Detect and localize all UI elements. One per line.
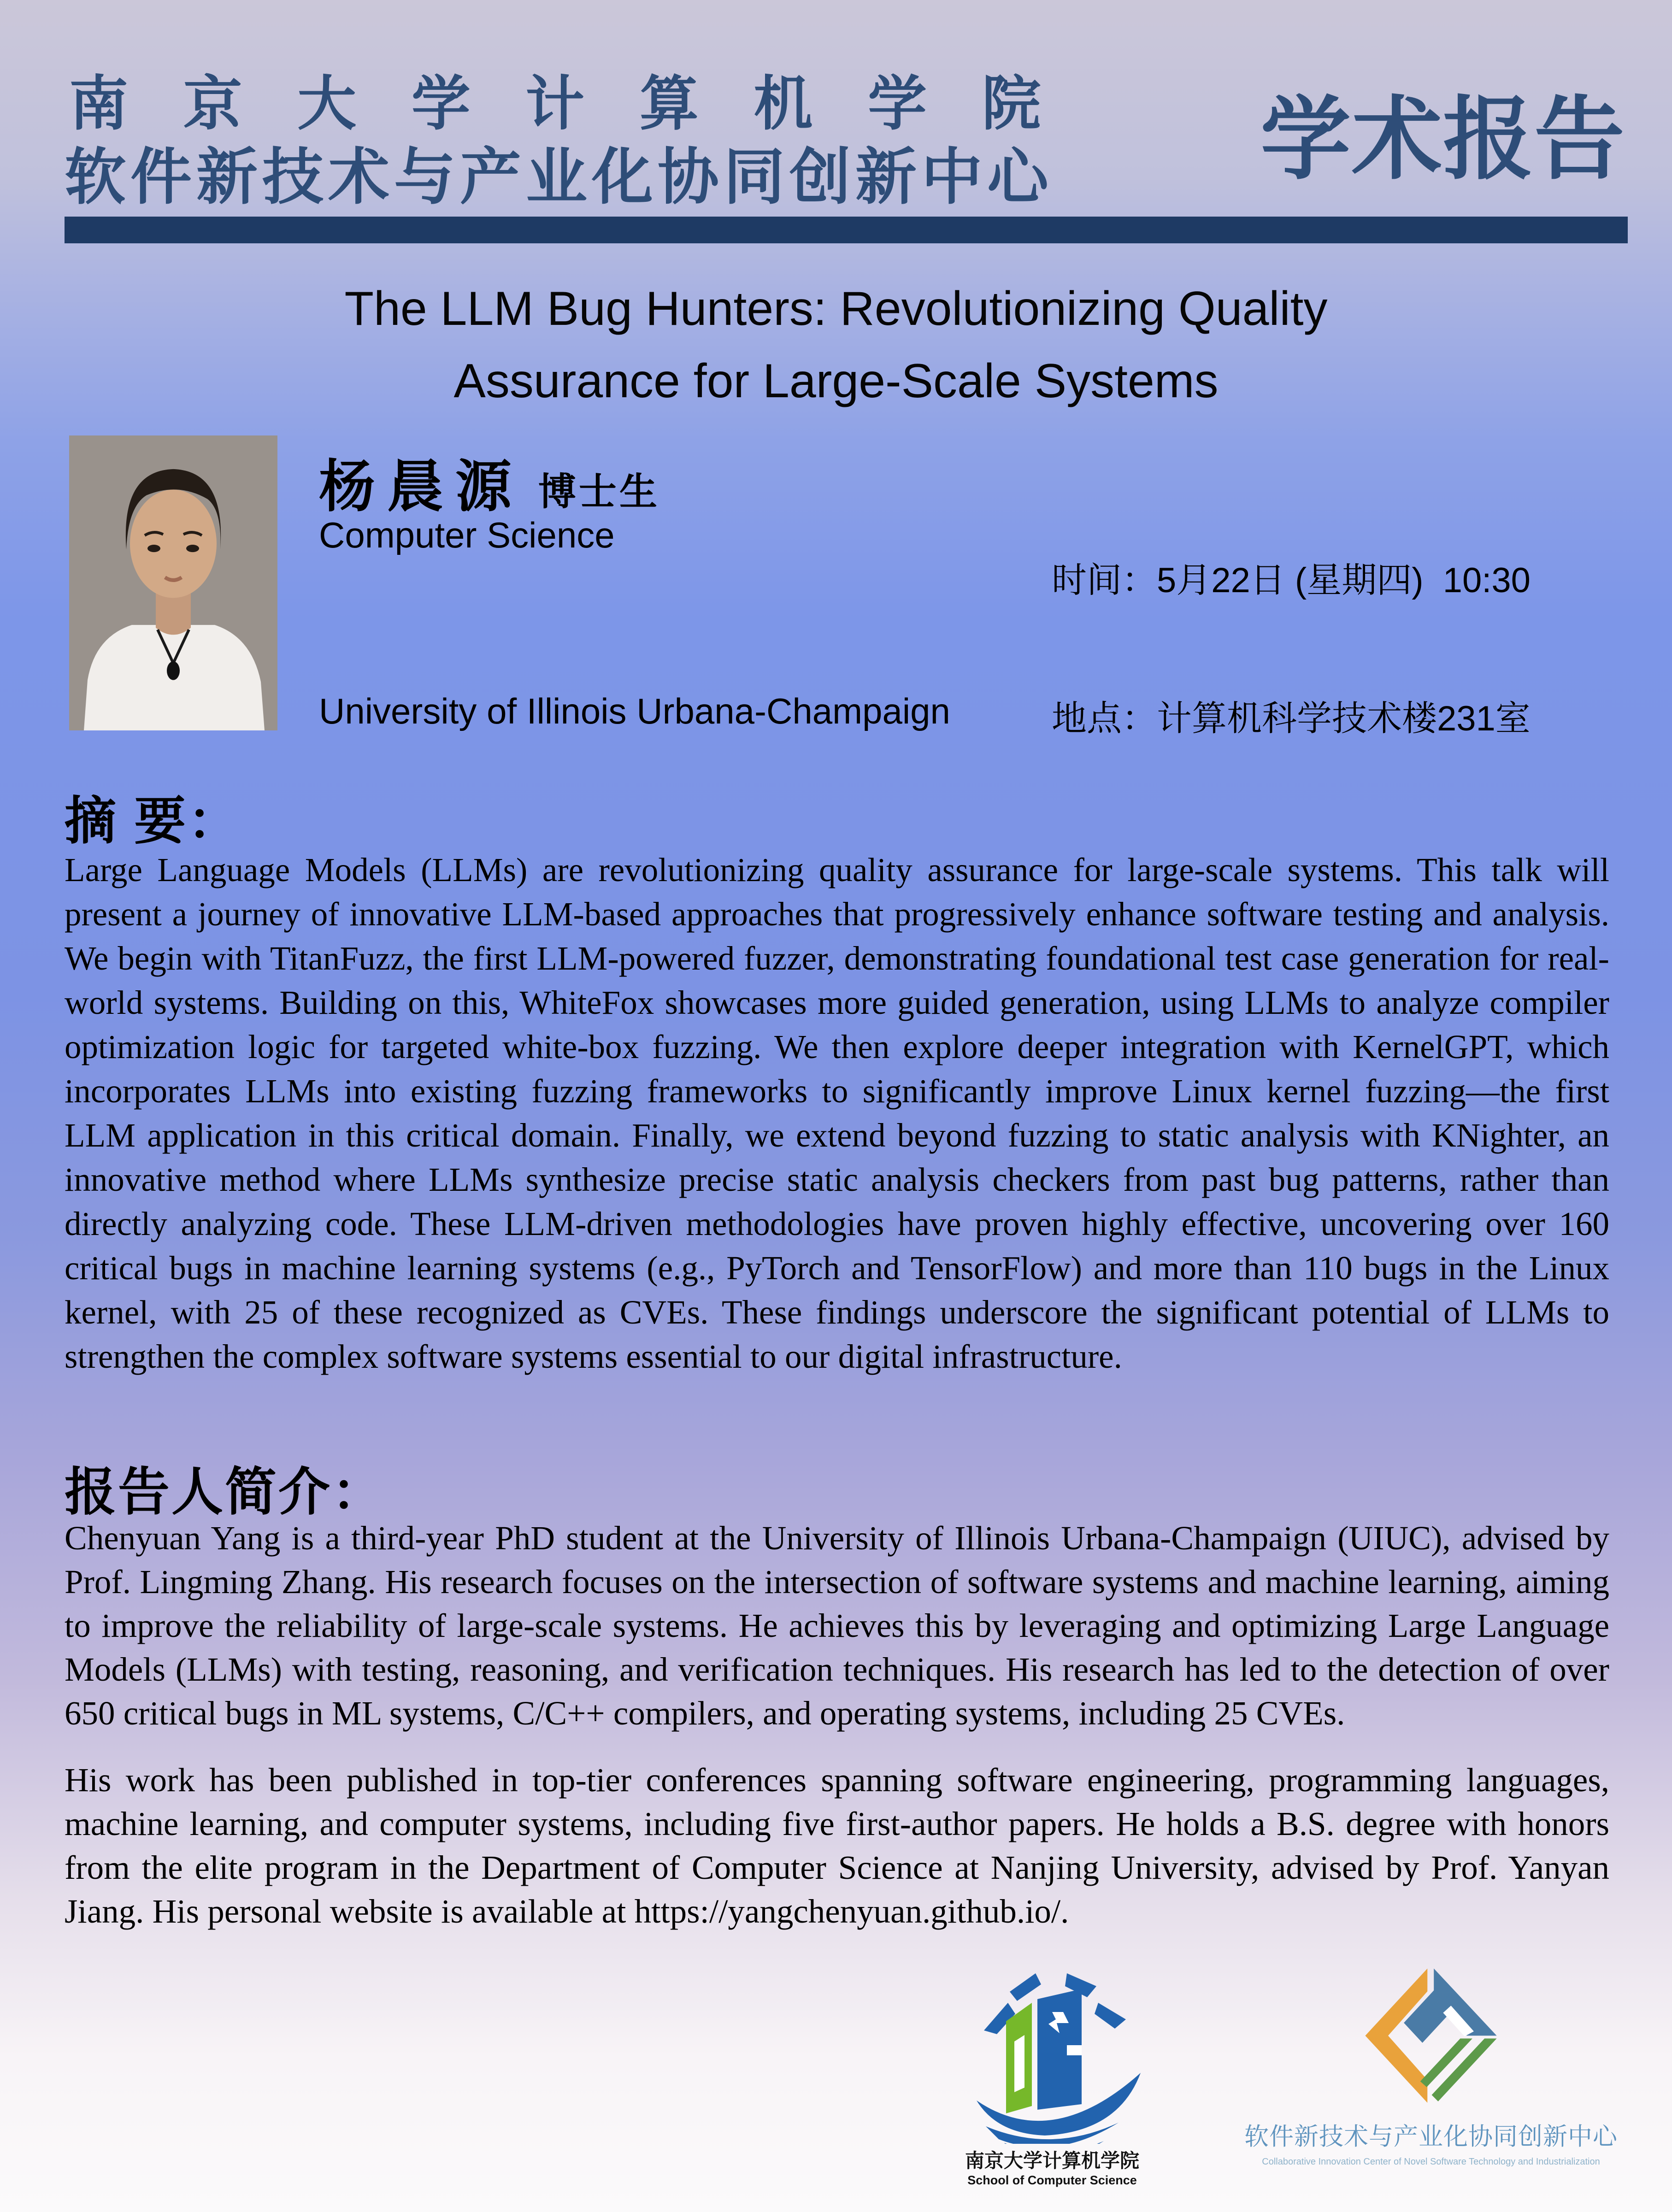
bio-paragraph-1: Chenyuan Yang is a third-year PhD student at the University of Illinois Urbana-Champaign (UIUC), advised by Prof. Lingming Zhang. His research focuses on the intersection of software systems and machine learning, aiming to improve the reliability of large-scale systems. He achieves this by leveraging and optimizing Large Language Models (LLMs) with testing, reasoning, and verification techniques. His research has led to the detection of over 650 critical bugs in ML systems, C/C++ compilers, and operating systems, including 25 CVEs.: [65, 1519, 1609, 1732]
talk-time: 时间：5月22日 (星期四) 10:30: [1052, 561, 1531, 600]
speaker-department: Computer Science: [319, 515, 615, 555]
cic-logo-block: [1224, 1964, 1638, 2167]
talk-title: [0, 273, 1672, 418]
abstract-heading: 摘 要：: [65, 792, 241, 850]
nju-cs-logo-block: [914, 1964, 1190, 2188]
nju-cs-logo-name: 南京大学计算机学院: [965, 2150, 1139, 2171]
speaker-name: 杨晨源: [319, 456, 524, 518]
cic-logo-subtitle: Collaborative Innovation Center of Novel Software Technology and Industrialization: [1262, 2157, 1600, 2167]
speaker-degree: 博士生: [538, 471, 660, 513]
talk-location: 地点：计算机科学技术楼231室: [1052, 699, 1531, 738]
cic-logo-icon: [1360, 1964, 1502, 2112]
cic-logo-name: 软件新技术与产业化协同创新中心: [1244, 2123, 1618, 2150]
nju-cs-logo-icon: [960, 1964, 1144, 2144]
speaker-affiliation: University of Illinois Urbana-Champaign: [319, 691, 950, 731]
talk-title-line2: Assurance for Large-Scale Systems: [453, 354, 1219, 408]
org-name-line2: 软件新技术与产业化协同创新中心: [65, 143, 1053, 212]
org-name-line1: 南 京 大 学 计 算 机 学 院: [69, 71, 1060, 137]
bio-heading: 报告人简介：: [65, 1463, 385, 1521]
nju-cs-logo-subtitle: School of Computer Science: [967, 2173, 1137, 2187]
talk-title-line1: The LLM Bug Hunters: Revolutionizing Quality: [344, 282, 1328, 335]
speaker-portrait-icon: [69, 435, 277, 730]
abstract-text: Large Language Models (LLMs) are revolutionizing quality assurance for large-scale systems. This talk will present a journey of innovative LLM-based approaches that progressively enhance software testing and analysis. We begin with TitanFuzz, the first LLM-powered fuzzer, demonstrating foundational test case generation for real-world systems. Building on this, WhiteFox showcases more guided generation, using LLMs to analyze compiler optimization logic for targeted white-box fuzzing. We then explore deeper integration with KernelGPT, which incorporates LLMs into existing fuzzing frameworks to significantly improve Linux kernel fuzzing—the first LLM application in this critical domain. Finally, we extend beyond fuzzing to static analysis with KNighter, an innovative method where LLMs synthesize precise static analysis checkers from past bug patterns, rather than directly analyzing code. These LLM-driven methodologies have proven highly effective, uncovering over 160 critical bugs in machine learning systems (e.g., PyTorch and TensorFlow) and more than 110 bugs in the Linux kernel, with 25 of these recognized as CVEs. These findings underscore the significant potential of LLMs to strengthen the complex software systems essential to our digital infrastructure.: [65, 851, 1609, 1375]
bio-text: [65, 1516, 1609, 1933]
talk-type-label: 学术报告: [1260, 89, 1626, 190]
header-divider: [65, 217, 1628, 243]
speaker-photo: [69, 435, 277, 730]
bio-paragraph-2: His work has been published in top-tier conferences spanning software engineering, programming languages, machine learning, and computer systems, including five first-author papers. He holds a B.S. degree with honors from the elite program in the Department of Computer Science at Nanjing University, advised by Prof. Yanyan Jiang. His personal website is available at https://yangchenyuan.github.io/.: [65, 1761, 1609, 1930]
